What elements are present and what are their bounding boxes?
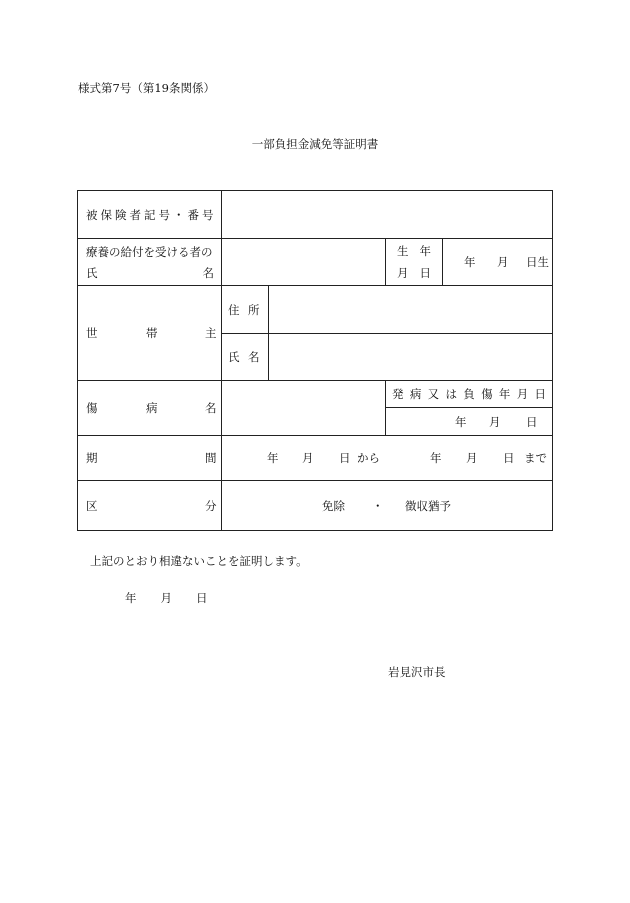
period-field[interactable]: 年 月 日 から 年 月 日 まで	[267, 451, 547, 465]
onset-date-field[interactable]: 年 月 日	[455, 414, 538, 429]
birth-date-label: 生 年 月 日	[397, 244, 431, 280]
householder-name-field[interactable]	[269, 334, 552, 380]
issue-date[interactable]: 年 月 日	[125, 591, 208, 605]
recipient-name-field[interactable]	[222, 239, 384, 285]
address-field[interactable]	[269, 286, 552, 333]
householder-name-label: 氏 名	[228, 350, 260, 364]
deferral-option[interactable]: 徴収猶予	[405, 498, 451, 513]
option-separator: ・	[372, 498, 384, 513]
illness-name-label: 傷 病 名	[86, 401, 217, 415]
document-title: 一部負担金減免等証明書	[251, 137, 379, 151]
form-number: 様式第7号（第19条関係）	[78, 81, 215, 95]
insured-number-field[interactable]	[222, 191, 552, 238]
recipient-name-label: 療養の給付を受ける者の 氏 名	[86, 244, 214, 280]
category-field	[222, 481, 552, 530]
insured-number-label: 被保険者記号・番号	[86, 207, 217, 222]
period-label: 期 間	[86, 451, 217, 465]
address-label: 住 所	[228, 302, 260, 317]
issuer-name: 岩見沢市長	[388, 665, 446, 679]
illness-name-field[interactable]	[222, 381, 384, 435]
certification-statement: 上記のとおり相違ないことを証明します。	[90, 554, 308, 568]
certificate-table	[77, 190, 553, 531]
birth-date-field[interactable]: 年 月 日生	[464, 255, 549, 269]
exemption-option[interactable]: 免除	[322, 498, 345, 513]
onset-date-label: 発 病 又 は 負 傷 年 月 日	[392, 387, 546, 401]
category-label: 区 分	[86, 498, 217, 513]
householder-label: 世 帯 主	[86, 326, 217, 340]
